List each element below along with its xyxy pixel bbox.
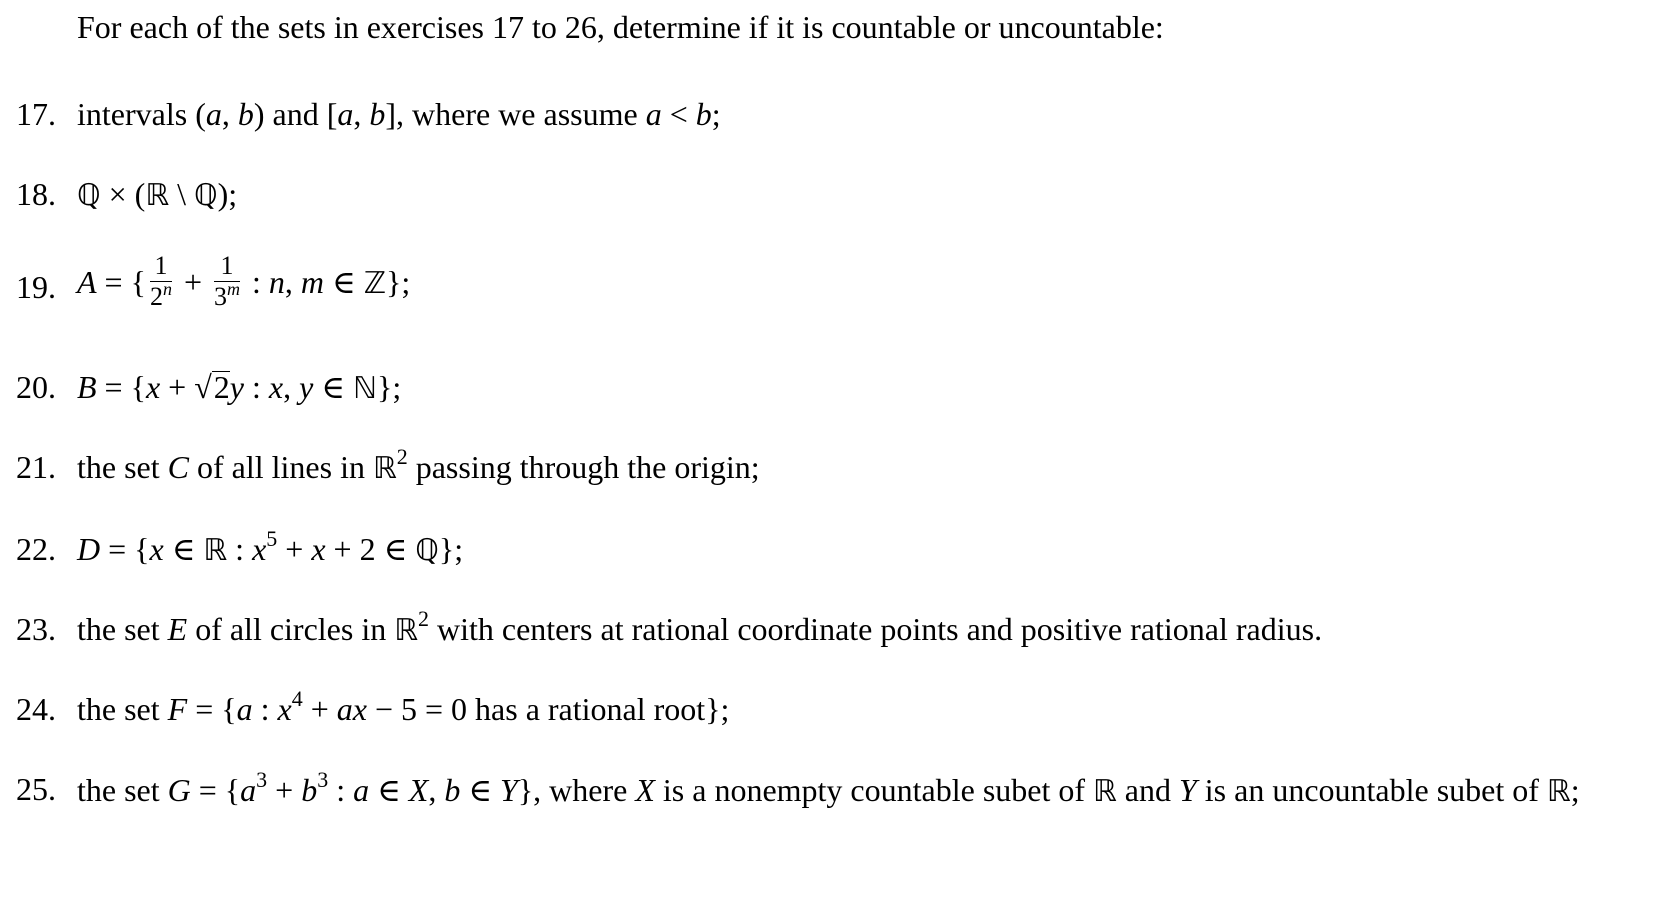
sqrt-sign: √	[194, 369, 212, 405]
exercise-text: the set $G = \{a^3 + b^3$ : a ∈ X, b ∈ Y}, where X is a nonempty countable subet of ℝ and Y is an uncountable subet of ℝ;	[77, 767, 1580, 809]
exercise-number: 22.	[16, 531, 56, 567]
exercise-text: the set E of all circles in ℝ$^2$ with centers at rational coordinate points and positive rational radius.	[77, 606, 1323, 648]
exercise-number: 23.	[16, 611, 56, 647]
exercise-number: 17.	[16, 96, 56, 132]
exercise-text: intervals (a, b) and [a, b], where we assume a < b;	[77, 96, 721, 132]
exercise-number: 18.	[16, 176, 56, 212]
exercise-25	[16, 767, 1656, 870]
exercise-number: 19.	[16, 269, 56, 305]
exercise-number: 21.	[16, 449, 56, 485]
exercise-text: A = { $\frac{1}{2^n}$ + $\frac{1}{3^m}$ : n, m ∈ ℤ};	[77, 251, 411, 311]
exercise-text: D = {x ∈ ℝ : $x^5 + x + 2$ ∈ ℚ};	[77, 526, 464, 568]
exercise-text: the set F = {a : $x^4$ + ax − 5 = 0 has a rational root};	[77, 686, 730, 727]
instructions: For each of the sets in exercises 17 to 26, determine if it is countable or uncountable:	[77, 9, 1164, 45]
exercise-text: B = {x + √2y : x, y ∈ ℕ};	[77, 369, 402, 406]
exercise-number: 24.	[16, 691, 56, 727]
fraction: $\frac{1}{2^n}$	[149, 251, 172, 311]
exercise-number: 25.	[16, 771, 56, 807]
exercise-number: 20.	[16, 369, 56, 405]
exercise-text: the set C of all lines in ℝ$^2$ passing through the origin;	[77, 444, 760, 486]
exercise-text: ℚ × (ℝ \ ℚ);	[77, 176, 238, 213]
fraction: $\frac{1}{3^m}$	[214, 251, 240, 311]
